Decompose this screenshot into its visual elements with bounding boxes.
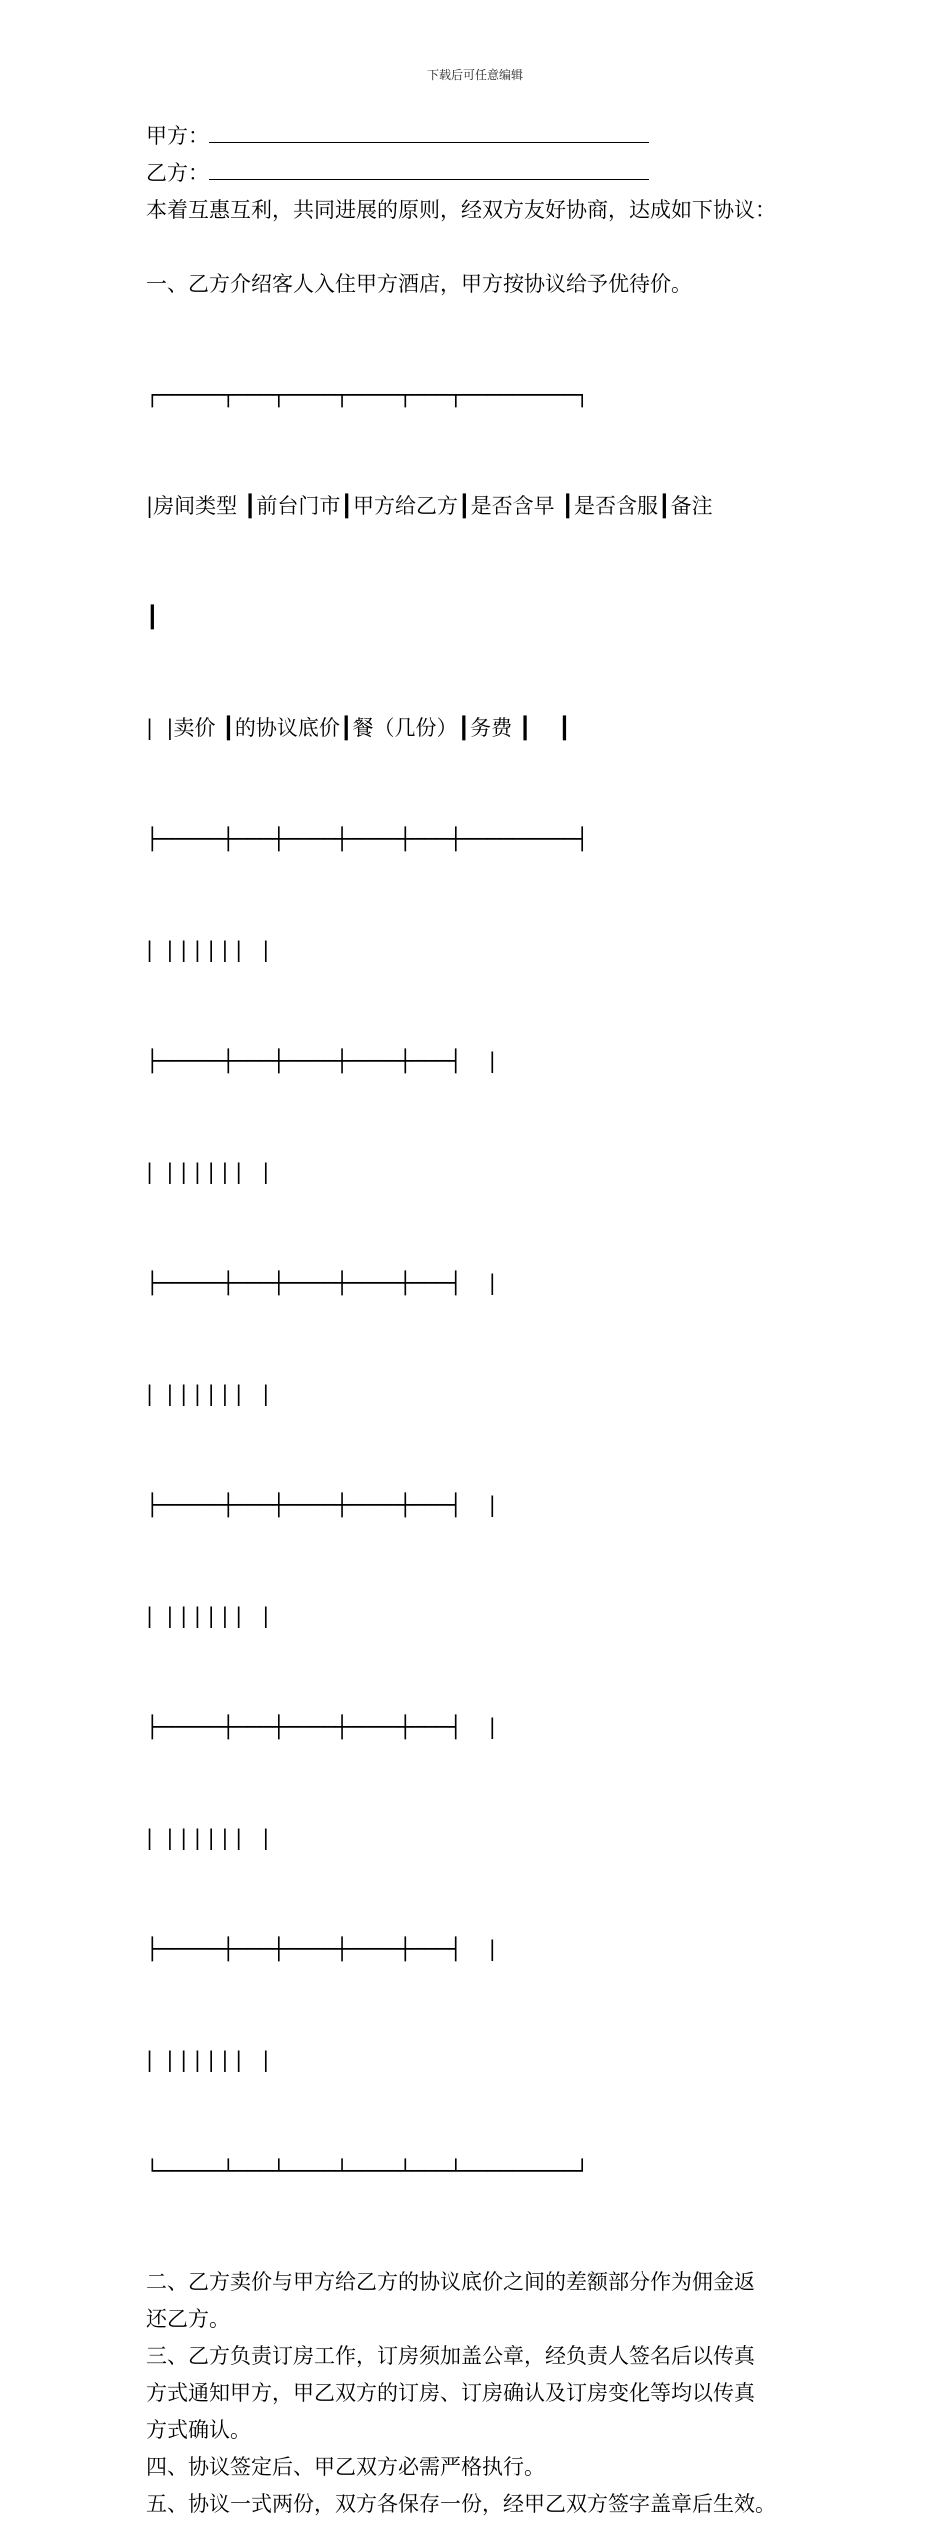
clause-2-line-1: 二、乙方卖价与甲方给乙方的协议底价之间的差额部分作为佣金返 [146, 2270, 755, 2294]
table-line: | | | | | | | | [146, 938, 270, 962]
table-line: └─────┴───┴────┴────┴───┴─────────┘ [146, 2159, 589, 2183]
party-a-label: 甲方： [146, 124, 209, 148]
table-line: | | | | | | | | [146, 1604, 270, 1628]
intro-text: 本着互惠互利，共同进展的原则，经双方友好协商，达成如下协议： [146, 198, 776, 222]
price-table [146, 303, 866, 2264]
table-line: ┃ [146, 605, 159, 629]
table-line: ├─────┼───┼────┼────┼───┤ | [146, 1937, 496, 1961]
table-line: | | | | | | | | [146, 1826, 270, 1850]
table-line: | | | | | | | | [146, 1160, 270, 1184]
party-a-line [146, 118, 866, 155]
party-a-blank [209, 118, 649, 143]
party-b-blank [209, 155, 649, 180]
party-b-line [146, 155, 866, 192]
table-line: | | | | | | | | [146, 2048, 270, 2072]
clause-3-line-3: 方式确认。 [146, 2418, 251, 2442]
clause-4: 四、协议签定后、甲乙双方必需严格执行。 [146, 2455, 545, 2479]
table-line: | |卖价 ┃的协议底价┃餐（几份）┃务费 ┃ ┃ [146, 716, 571, 740]
clause-3-line-2: 方式通知甲方，甲乙双方的订房、订房确认及订房变化等均以传真 [146, 2381, 755, 2405]
table-line: ├─────┼───┼────┼────┼───┤ | [146, 1493, 496, 1517]
clause-5: 五、协议一式两份，双方各保存一份，经甲乙双方签字盖章后生效。 [146, 2492, 776, 2516]
clause-3-line-1: 三、乙方负责订房工作，订房须加盖公章，经负责人签名后以传真 [146, 2344, 755, 2368]
page-header: 下载后可任意编辑 [426, 68, 523, 82]
table-line: | | | | | | | | [146, 1382, 270, 1406]
table-line: ├─────┼───┼────┼────┼───┤ | [146, 1049, 496, 1073]
party-b-label: 乙方： [146, 161, 209, 185]
table-line: ├─────┼───┼────┼────┼───┼─────────┤ [146, 827, 589, 851]
table-line: ├─────┼───┼────┼────┼───┤ | [146, 1715, 496, 1739]
spacer [146, 229, 866, 266]
clause-2-line-2: 还乙方。 [146, 2307, 230, 2331]
clause-1: 一、乙方介绍客人入住甲方酒店，甲方按协议给予优待价。 [146, 272, 692, 296]
table-line: ├─────┼───┼────┼────┼───┤ | [146, 1271, 496, 1295]
table-line: ┌─────┬───┬────┬────┬───┬─────────┐ [146, 383, 589, 407]
table-line: |房间类型 ┃前台门市┃甲方给乙方┃是否含早 ┃是否含服┃备注 [146, 494, 713, 518]
document-body [146, 118, 866, 2523]
